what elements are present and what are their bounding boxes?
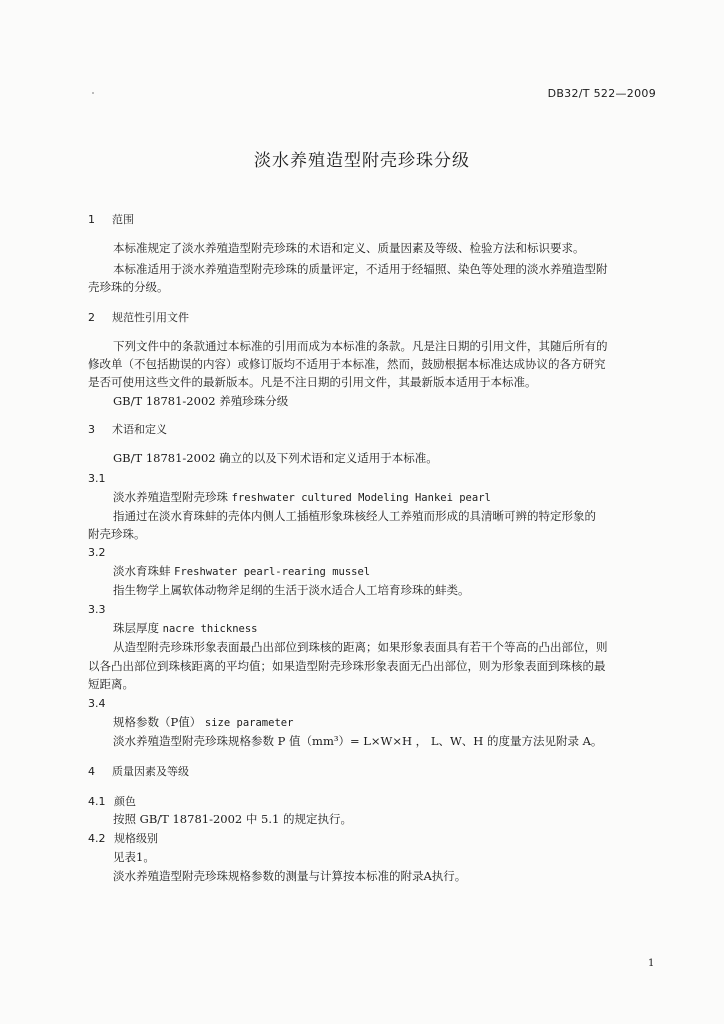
section-number: 4 (88, 765, 95, 778)
term-cn: 淡水养殖造型附壳珍珠 (113, 490, 228, 504)
term-en: Freshwater pearl-rearing mussel (174, 566, 371, 578)
term-cn: 淡水育珠蚌 (113, 564, 171, 578)
term (113, 566, 370, 578)
paragraph: 修改单（不包括勘误的内容）或修订版均不适用于本标准，然而，鼓励根据本标准达成协议的各方研究 (88, 357, 606, 371)
document-title: 淡水养殖造型附壳珍珠分级 (254, 151, 470, 171)
subsection-title: 颜色 (114, 795, 136, 808)
term-cn: 珠层厚度 (113, 621, 159, 635)
section-number: 3 (88, 423, 95, 436)
section-1-heading (88, 214, 134, 225)
term (113, 623, 257, 635)
definition: 指通过在淡水育珠蚌的壳体内侧人工插植形象珠核经人工养殖而形成的具清晰可辨的特定形象的 (113, 509, 596, 523)
section-title: 术语和定义 (112, 423, 167, 436)
subsection-number: 3.3 (88, 603, 106, 616)
section-title: 规范性引用文件 (112, 311, 189, 324)
standard-code: DB32/T 522—2009 (547, 87, 656, 100)
subsection-4-1-heading (88, 796, 136, 807)
subsection-number: 4.1 (88, 795, 106, 808)
term-en: size parameter (204, 717, 294, 729)
page-number: 1 (648, 958, 655, 969)
subsection-number: 3.4 (88, 697, 106, 710)
section-number: 2 (88, 311, 95, 324)
paragraph: 壳珍珠的分级。 (88, 280, 169, 294)
section-title: 质量因素及等级 (112, 765, 189, 778)
term-en: nacre thickness (162, 623, 258, 635)
section-3-heading (88, 424, 167, 435)
definition: 淡水养殖造型附壳珍珠规格参数 P 值（mm³）= L×W×H ， L、W、H 的度量方法见附录 A。 (113, 734, 603, 748)
subsection-title: 规格级别 (114, 832, 158, 845)
definition: 以各凸出部位到珠核距离的平均值；如果造型附壳珍珠形象表面无凸出部位，则为形象表面到珠核的最 (88, 659, 606, 673)
paragraph: 按照 GB/T 18781-2002 中 5.1 的规定执行。 (113, 812, 352, 826)
term-cn: 规格参数（P值） (113, 715, 202, 729)
section-number: 1 (88, 213, 95, 226)
term (113, 492, 491, 504)
scan-mark (92, 92, 94, 94)
definition: 指生物学上属软体动物斧足纲的生活于淡水适合人工培育珍珠的蚌类。 (113, 583, 470, 597)
section-4-heading (88, 766, 189, 777)
section-title: 范围 (112, 213, 134, 226)
paragraph: 本标准适用于淡水养殖造型附壳珍珠的质量评定，不适用于经辐照、染色等处理的淡水养殖造型附 (113, 262, 608, 276)
reference: GB/T 18781-2002 养殖珍珠分级 (113, 394, 289, 408)
section-2-heading (88, 312, 189, 323)
term-en: freshwater cultured Modeling Hankei pearl (231, 492, 491, 504)
paragraph: 本标准规定了淡水养殖造型附壳珍珠的术语和定义、质量因素及等级、检验方法和标识要求。 (113, 241, 585, 255)
definition: 从造型附壳珍珠形象表面最凸出部位到珠核的距离；如果形象表面具有若干个等高的凸出部位，则 (113, 640, 608, 654)
paragraph: 淡水养殖造型附壳珍珠规格参数的测量与计算按本标准的附录A执行。 (113, 869, 467, 883)
definition: 短距离。 (88, 677, 134, 691)
paragraph: 下列文件中的条款通过本标准的引用而成为本标准的条款。凡是注日期的引用文件，其随后所有的 (113, 339, 608, 353)
definition: 附壳珍珠。 (88, 527, 146, 541)
subsection-number: 3.1 (88, 472, 106, 485)
paragraph: 是否可使用这些文件的最新版本。凡是不注日期的引用文件，其最新版本适用于本标准。 (88, 375, 537, 389)
term (113, 717, 293, 729)
subsection-number: 4.2 (88, 832, 106, 845)
paragraph: 见表1。 (113, 850, 155, 864)
subsection-4-2-heading (88, 833, 158, 844)
paragraph: GB/T 18781-2002 确立的以及下列术语和定义适用于本标准。 (113, 451, 438, 465)
subsection-number: 3.2 (88, 546, 106, 559)
